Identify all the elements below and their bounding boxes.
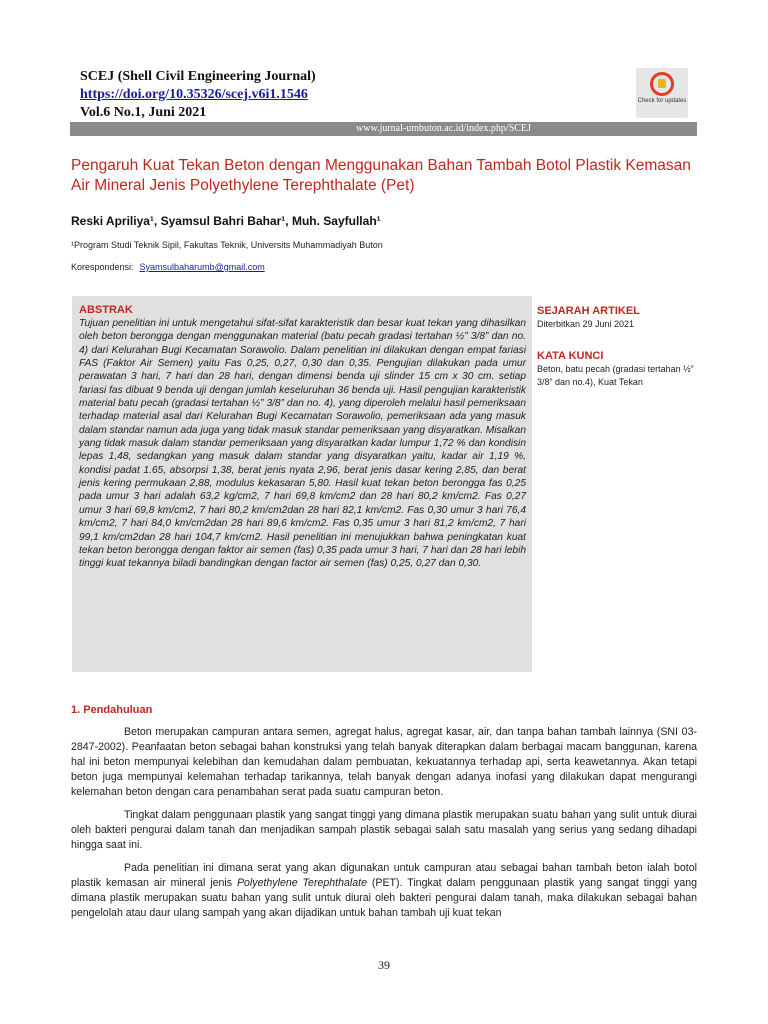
keywords-heading: KATA KUNCI (537, 350, 604, 362)
history-heading: SEJARAH ARTIKEL (537, 305, 640, 317)
journal-name: SCEJ (Shell Civil Engineering Journal) (80, 69, 316, 84)
page-number: 39 (378, 958, 390, 972)
paragraph-1-text: Beton merupakan campuran antara semen, agregat halus, agregat kasar, air, dan tanpa bahan tambah lainnya (SNI 03-2847-2002). Peanfaatan beton sebagai bahan konstruksi yang telah banyak diterapkan dalam berbagai macam banggunan, karena hal ini beton mempunyai kelebihan dan kemudahan dalam pembuatan, kekuatannya terhadap api, serta keawetannya. Akan tetapi beton juga mempunyai kelemahan terhadap tarikannya, telah banyak dengan adanya inofasi yang dilakukan dapat mengurangi kelemahan beton dengan cara penambahan serat pada suatu campuran beton. (71, 726, 697, 798)
correspondence (71, 262, 265, 272)
abstract-box (72, 296, 532, 672)
abstract-text: Tujuan penelitian ini untuk mengetahui sifat-sifat karakteristik dan besar kuat tekan yang dihasilkan oleh beton berongga dengan menggunakan material (batu pecah gradasi tertahan ½” 3/8” dan no. 4) dari Kelurahan Bugi Kecamatan Sorawolio. Dalam penelitian ini dilakukan dengan empat fariasi FAS (Faktor Air Semen) yaitu Fas 0,25, 0,27, 0,30 dan 0,35. Pengujian dilakukan pada umur perawatan 3 hari, 7 hari dan 28 hari, dengan dimensi benda uji slinder 15 cm x 30 cm. setiap fariasi fas dibuat 9 benda uji dengan jumlah keseluruhan 36 benda uji. Hasil pengujian karakteristik material batu pecah (gradasi tertahan ½” 3/8” dan no. 4), yang diperoleh melalui hasil pemeriksaan terhadap material asal dari Kelurahan Bugi Kecamatan Sorawolio, pemeriksaan ada yang masuk dalam standar namun ada juga yang tidak masuk standar pemeriksaan yang disyaratkan. Misalkan yang tidak masuk dalam standar pemeriksaan yang disyaratkan kadar lumpur 1,72 % dan kondisin lepas 1,48, sedangkan yang masuk dalam standar yang disyaratkan yaitu, kadar air 1,19 %, kondisi padat 1.65, absorpsi 1,38, berat jenis nyata 2,96, berat jenis dasar kering 2,85, dan berat jenis kering permukaan 2,88, modulus kekasaran 5,80. Hasil kuat tekan beton berongga fas 0,25 pada umur 3 hari adalah 63,2 kg/cm2, 7 hari 69,8 km/cm2 dan 28 hari 80,2 km/cm2. Fas 0,27 umur 3 hari 69,8 km/cm2, 7 hari 80,2 km/cm2dan 28 hari 82,1 km/cm2. Fas 0,30 umur 3 hari 76,4 km/cm2, 7 hari 84,0 km/cm2dan 28 hari 89,6 km/cm2. Fas 0,35 umur 3 hari 81,2 km/cm2, 7 hari 99,1 km/cm2dan 28 hari 104,7 km/cm2. Hasil penelitian ini menujukkan bahwa peningkatan kuat tekan beton berongga dengan faktor air semen (fas) 0,35 pada umur 3 hari, 7 hari dan 28 hari lebih tinggi kuat tekannya biladi bandingkan dengan factor air semen (fas) 0,25, 0,27 dan 0,30. (79, 318, 526, 570)
paragraph-3-text-a: Pada penelitian ini dimana serat yang akan digunakan untuk campuran atau sebagai bahan tambah beton ialah botol plastik kemasan air mineral jenis (71, 862, 697, 889)
paragraph-3 (71, 861, 697, 921)
journal-header (80, 68, 316, 122)
paragraph-1 (71, 725, 697, 800)
article-authors: Reski Apriliya¹, Syamsul Bahri Bahar¹, Muh. Sayfullah¹ (71, 214, 381, 228)
paragraph-3-italic: Polyethylene Terephthalate (236, 877, 367, 889)
check-for-updates-badge[interactable] (636, 68, 688, 118)
author-affiliation: ¹Program Studi Teknik Sipil, Fakultas Teknik, Universits Muhammadiyah Buton (71, 240, 383, 250)
paragraph-3-text-b: (PET). Tingkat dalam penggunaan plastik yang sangat tinggi yang dimana plastik merupakan suatu bahan yang sulit untuk diurai oleh bakteri pengurai dalam tanah, maka dilakukan sebagai bahan pengelolah atau daur ulang sampah yang akan dijadikan untuk bahan tambah uji kuat tekan (71, 877, 697, 919)
keywords (537, 349, 697, 389)
paragraph-2 (71, 808, 697, 853)
journal-url-bar: www.jurnal-umbuton.ac.id/index.php/SCEJ (70, 122, 697, 136)
article-history (537, 304, 697, 331)
section-heading: 1. Pendahuluan (71, 704, 153, 716)
article-title: Pengaruh Kuat Tekan Beton dengan Menggunakan Bahan Tambah Botol Plastik Kemasan Air Mineral Jenis Polyethylene Terephthalate (Pet) (71, 157, 691, 194)
journal-volume: Vol.6 No.1, Juni 2021 (80, 105, 207, 120)
correspondence-email-link[interactable]: Syamsulbaharumb@gmail.com (139, 262, 265, 272)
paragraph-2-text: Tingkat dalam penggunaan plastik yang sangat tinggi yang dimana plastik merupakan suatu bahan yang sulit untuk diurai oleh bakteri pengurai dalam tanah dan menjadikan sampah plastik sebagai salah satu masalah yang serius yang sedang dihadapi hingga saat ini. (71, 809, 697, 851)
abstract-heading: ABSTRAK (79, 304, 133, 316)
history-text: Diterbitkan 29 Juni 2021 (537, 319, 635, 329)
doi-link[interactable]: https://doi.org/10.35326/scej.v6i1.1546 (80, 87, 308, 102)
correspondence-label: Korespondensi: (71, 262, 134, 272)
check-updates-label: Check for updates (637, 98, 687, 104)
keywords-text: Beton, batu pecah (gradasi tertahan ½” 3/8” dan no.4), Kuat Tekan (537, 364, 694, 387)
check-updates-icon (650, 72, 674, 96)
